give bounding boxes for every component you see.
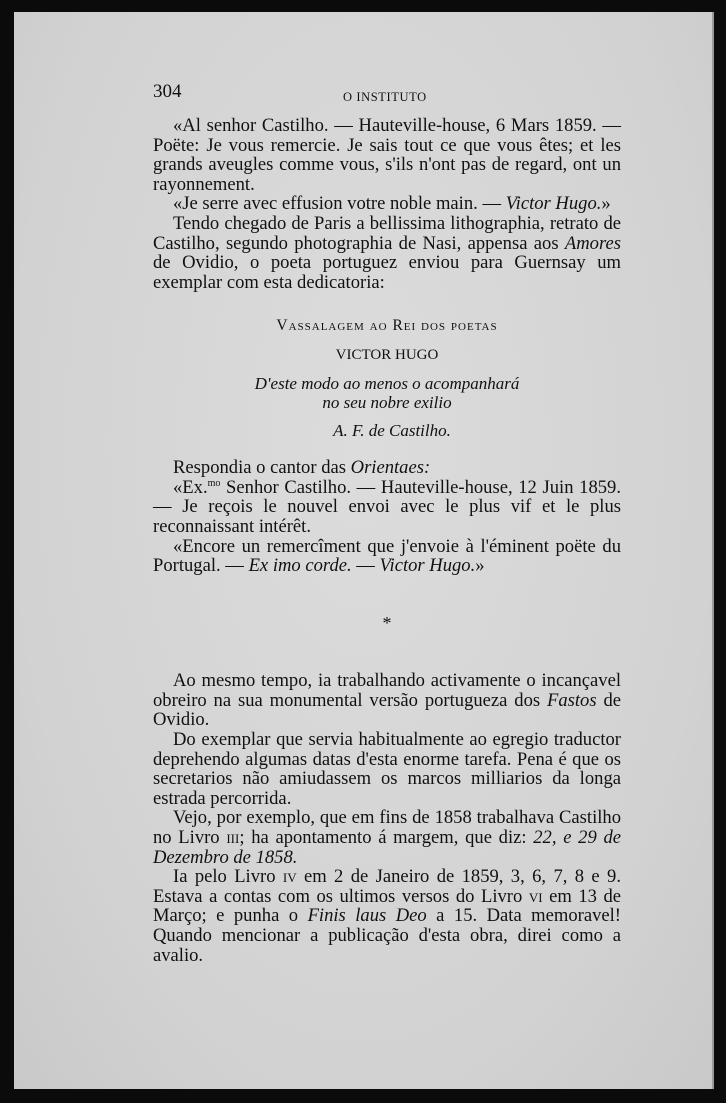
reply-quote-end: » [475, 555, 485, 577]
s2p4-a: Ia pelo Livro [173, 866, 283, 888]
intro-paragraph [153, 214, 621, 292]
s2p1-title: Fastos [546, 689, 597, 711]
dedication-title-prefix: Vassalagem ao [276, 317, 393, 335]
dedication-line-2: no seu nobre exilio [322, 392, 452, 412]
letter-closing-text: «Je serre avec effusion votre noble main. — [173, 193, 506, 215]
running-head: O INSTITUTO [343, 90, 427, 104]
reply-intro-title: Orientaes: [350, 457, 431, 479]
reply-letter-2 [153, 537, 621, 576]
section2-paragraph-2: Do exemplar que servia habitualmente ao egregio traductor deprehendo algumas datas d'esta enorme tarefa. Pena é que os secretarios não amiudassem os marcos milliarios da longa estrada percorrida. [153, 729, 621, 809]
section-separator: * [382, 612, 392, 633]
dedication-title [153, 316, 621, 336]
letter-paragraph: «Al senhor Castilho. — Hauteville-house, 6 Mars 1859. — Poëte: Je vous remercie. Je sais tout ce que vous êtes; et les grands aveugles comme vous, s'ils n'ont pas de regard, ont un rayonnement. [153, 115, 621, 195]
s2p4-b: em 2 de Janeiro de 1859, 3, 6, 7, 8 e 9. Estava a contas com os ultimos versos do Livro [153, 866, 621, 907]
s2p4-book1: iv [282, 866, 297, 888]
dedication-signature: A. F. de Castilho. [333, 420, 451, 440]
page-header [153, 80, 621, 116]
reply-letter-1-text: Senhor Castilho. — Hauteville-house, 12 Juin 1859. — Je reçois le nouvel envoi avec le plus vif et le plus reconnaissant intérêt. [153, 476, 621, 537]
intro-text: Tendo chegado de Paris a bellissima lithographia, retrato de Castilho, segundo photographia de Nasi, appensa aos [153, 212, 621, 254]
s2p4-finis: Finis laus Deo [307, 905, 427, 927]
s2p4-d: a 15. Data memoravel! Quando mencionar a publicação d'esta obra, direi como a avalio. [153, 905, 621, 966]
letter-closing [153, 194, 621, 214]
section2-paragraph-1 [153, 671, 621, 730]
s2p3-mid: ; ha apontamento á margem, que diz: [239, 827, 534, 849]
page-text-block [153, 80, 621, 965]
dedication-line-1: D'este modo ao menos o acompanhará [254, 373, 520, 393]
dedication-verse [153, 374, 621, 412]
reply-signature: Victor Hugo. [379, 555, 476, 577]
s2p4-book2: vi [528, 885, 543, 907]
quote-end: » [601, 193, 611, 215]
reply-salutation: «Ex. [173, 476, 208, 498]
reply-latin: Ex imo corde. [248, 555, 352, 577]
reply-dash: — [351, 555, 380, 577]
reply-letter-1 [153, 478, 621, 537]
reply-superscript: mo [207, 477, 221, 489]
s2p3-text: Vejo, por exemplo, que em fins de 1858 trabalhava Castilho no Livro [153, 807, 621, 849]
page-number: 304 [153, 81, 182, 102]
dedication-title-rei: Rei [392, 317, 417, 335]
letter-signature: Victor Hugo. [505, 193, 602, 215]
intro-text-end: de Ovidio, o poeta portuguez enviou para Guernsay um exemplar com esta dedicatoria: [153, 252, 621, 293]
reply-intro [153, 458, 621, 478]
s2p1-text: Ao mesmo tempo, ia trabalhando activamente o incançavel obreiro na sua monumental versão portugueza dos [153, 670, 621, 711]
section2-paragraph-4 [153, 867, 621, 965]
dedication-name: VICTOR HUGO [335, 346, 439, 363]
dedication-title-suffix: dos poetas [416, 317, 498, 335]
s2p3-book: iii [226, 827, 240, 849]
s2p3-note: 22, e 29 de Dezembro de 1858. [153, 827, 622, 868]
reply-intro-text: Respondia o cantor das [173, 457, 351, 479]
section2-paragraph-3 [153, 808, 621, 867]
reply-letter-2-text: «Encore un remercîment que j'envoie à l'éminent poëte du Portugal. — [153, 535, 621, 577]
s2p1-end: de Ovidio. [153, 689, 621, 731]
intro-title: Amores [564, 232, 621, 254]
s2p4-c: em 13 de Março; e punha o [153, 885, 621, 927]
